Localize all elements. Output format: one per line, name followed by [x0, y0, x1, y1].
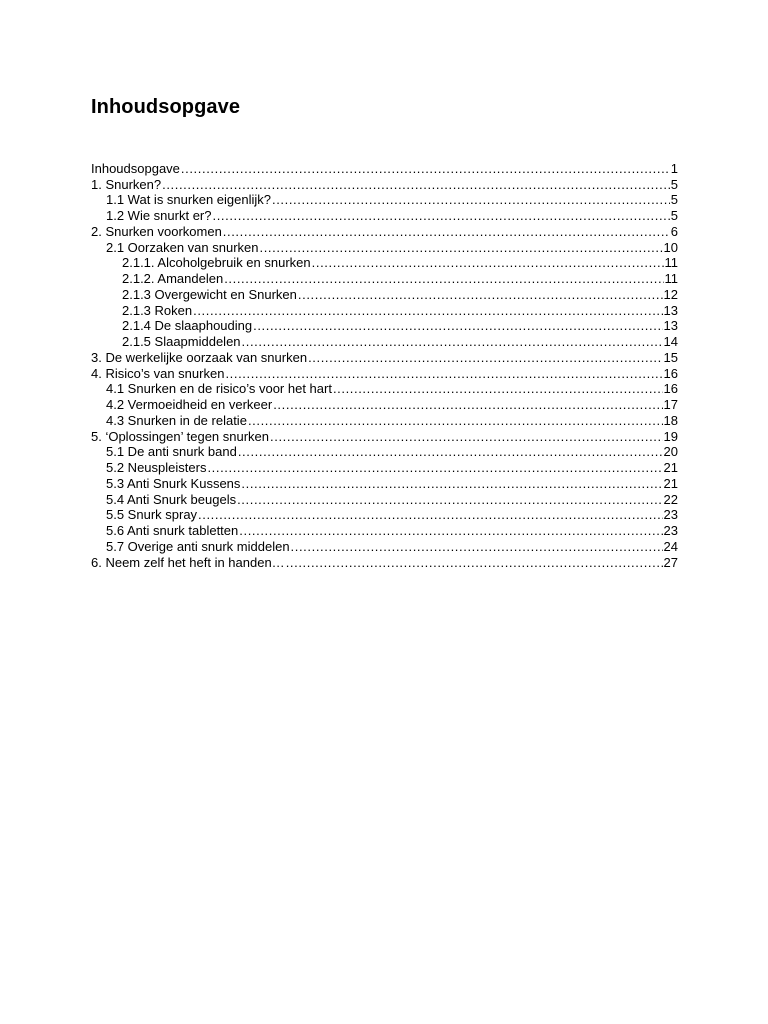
- toc-page-number: 20: [663, 444, 678, 460]
- toc-leader-dots: [273, 397, 662, 412]
- toc-leader-dots: [207, 460, 662, 475]
- toc-leader-dots: [272, 192, 670, 207]
- toc-entry-label: 4.3 Snurken in de relatie: [106, 412, 247, 428]
- toc-page-number: 23: [663, 523, 678, 538]
- table-of-contents: [91, 160, 678, 570]
- toc-entry-label: 5.1 De anti snurk band: [106, 444, 237, 460]
- toc-page-number: 5: [670, 192, 678, 208]
- toc-entry[interactable]: [91, 396, 678, 412]
- toc-leader-dots: [242, 334, 663, 349]
- toc-page-number: 13: [663, 302, 678, 318]
- toc-page-number: 21: [663, 475, 678, 491]
- toc-leader-dots: [223, 224, 670, 239]
- toc-leader-dots: [162, 177, 670, 192]
- toc-entry[interactable]: [91, 538, 678, 554]
- toc-entry[interactable]: [91, 286, 678, 302]
- toc-entry[interactable]: [91, 491, 678, 507]
- toc-entry-label: 2.1.3 Roken: [122, 302, 193, 318]
- toc-page-number: 16: [663, 381, 678, 397]
- toc-entry[interactable]: [91, 333, 678, 349]
- toc-leader-dots: [225, 366, 662, 381]
- toc-entry[interactable]: [91, 349, 678, 365]
- toc-entry[interactable]: [91, 160, 678, 176]
- toc-page-number: 1: [670, 160, 678, 176]
- toc-leader-dots: [312, 255, 664, 270]
- toc-entry-label: 2.1.3 Overgewicht en Snurken: [122, 286, 297, 302]
- toc-leader-dots: [224, 271, 663, 286]
- toc-entry-label: 5. ‘Oplossingen’ tegen snurken: [91, 428, 270, 444]
- toc-page-number: 14: [663, 334, 678, 349]
- toc-entry[interactable]: [91, 459, 678, 475]
- toc-entry[interactable]: [91, 428, 678, 444]
- toc-page-number: 11: [664, 255, 678, 271]
- toc-leader-dots: [253, 318, 662, 333]
- toc-entry[interactable]: [91, 192, 678, 208]
- toc-page-number: 21: [663, 460, 678, 475]
- toc-entry-label: 2.1.2. Amandelen: [122, 271, 224, 286]
- page-title: Inhoudsopgave: [91, 96, 241, 118]
- toc-entry[interactable]: [91, 239, 678, 255]
- toc-leader-dots: [181, 161, 670, 176]
- toc-page-number: 23: [663, 507, 678, 523]
- toc-entry-label: 4.2 Vermoeidheid en verkeer: [106, 397, 273, 412]
- toc-page-number: 18: [663, 412, 678, 428]
- toc-entry[interactable]: [91, 365, 678, 381]
- toc-page-number: 17: [663, 397, 678, 412]
- toc-entry-label: 5.3 Anti Snurk Kussens: [106, 475, 241, 491]
- toc-entry-label: 2.1.4 De slaaphouding: [122, 318, 253, 334]
- toc-entry[interactable]: [91, 412, 678, 428]
- toc-entry[interactable]: [91, 176, 678, 192]
- toc-page-number: 22: [663, 491, 678, 507]
- toc-entry[interactable]: [91, 255, 678, 271]
- toc-leader-dots: [308, 350, 662, 365]
- toc-leader-dots: [238, 444, 663, 459]
- toc-entry[interactable]: [91, 302, 678, 318]
- toc-leader-dots: [241, 476, 662, 491]
- toc-page-number: 19: [663, 428, 678, 444]
- toc-entry[interactable]: [91, 318, 678, 334]
- toc-page-number: 16: [663, 365, 678, 381]
- toc-leader-dots: [291, 539, 663, 554]
- toc-page-number: 10: [663, 239, 678, 255]
- toc-leader-dots: [237, 492, 662, 507]
- toc-entry-label: Inhoudsopgave: [91, 160, 180, 176]
- toc-page-number: 11: [664, 271, 678, 286]
- toc-leader-dots: [213, 208, 670, 223]
- toc-entry-label: 5.5 Snurk spray: [106, 507, 198, 523]
- toc-entry[interactable]: [91, 507, 678, 523]
- toc-entry[interactable]: [91, 475, 678, 491]
- toc-entry-label: 1.1 Wat is snurken eigenlijk?: [106, 192, 271, 208]
- toc-entry-label: 2.1 Oorzaken van snurken: [106, 239, 259, 255]
- toc-leader-dots: [270, 429, 663, 444]
- toc-page-number: 5: [670, 176, 678, 192]
- toc-entry-label: 5.2 Neuspleisters: [106, 460, 207, 475]
- toc-entry[interactable]: [91, 444, 678, 460]
- toc-page-number: 27: [663, 554, 678, 570]
- toc-page-number: 24: [663, 538, 678, 554]
- toc-entry-label: 1.2 Wie snurkt er?: [106, 208, 212, 223]
- toc-leader-dots: [286, 555, 663, 570]
- toc-page-number: 12: [663, 286, 678, 302]
- toc-entry[interactable]: [91, 554, 678, 570]
- toc-entry-label: 5.6 Anti snurk tabletten: [106, 523, 239, 538]
- toc-entry-label: 2. Snurken voorkomen: [91, 223, 222, 239]
- toc-entry-label: 1. Snurken?: [91, 176, 162, 192]
- toc-leader-dots: [298, 287, 663, 302]
- toc-page-number: 15: [663, 349, 678, 365]
- toc-entry-label: 6. Neem zelf het heft in handen…: [91, 554, 285, 570]
- toc-leader-dots: [259, 240, 662, 255]
- toc-entry[interactable]: [91, 207, 678, 223]
- toc-page-number: 5: [670, 208, 678, 223]
- toc-entry-label: 5.7 Overige anti snurk middelen: [106, 538, 290, 554]
- toc-entry-label: 3. De werkelijke oorzaak van snurken: [91, 349, 308, 365]
- toc-entry-label: 4.1 Snurken en de risico’s voor het hart: [106, 381, 332, 397]
- toc-page-number: 6: [670, 223, 678, 239]
- toc-leader-dots: [333, 381, 663, 396]
- toc-leader-dots: [248, 413, 663, 428]
- toc-entry[interactable]: [91, 223, 678, 239]
- toc-entry-label: 2.1.5 Slaapmiddelen: [122, 334, 241, 349]
- toc-entry-label: 5.4 Anti Snurk beugels: [106, 491, 237, 507]
- toc-leader-dots: [239, 523, 662, 538]
- toc-entry-label: 2.1.1. Alcoholgebruik en snurken: [122, 255, 311, 271]
- toc-entry[interactable]: [91, 270, 678, 286]
- toc-page-number: 13: [663, 318, 678, 334]
- toc-entry-label: 4. Risico’s van snurken: [91, 365, 225, 381]
- toc-entry[interactable]: [91, 381, 678, 397]
- toc-leader-dots: [198, 507, 662, 522]
- toc-entry[interactable]: [91, 522, 678, 538]
- toc-leader-dots: [193, 303, 662, 318]
